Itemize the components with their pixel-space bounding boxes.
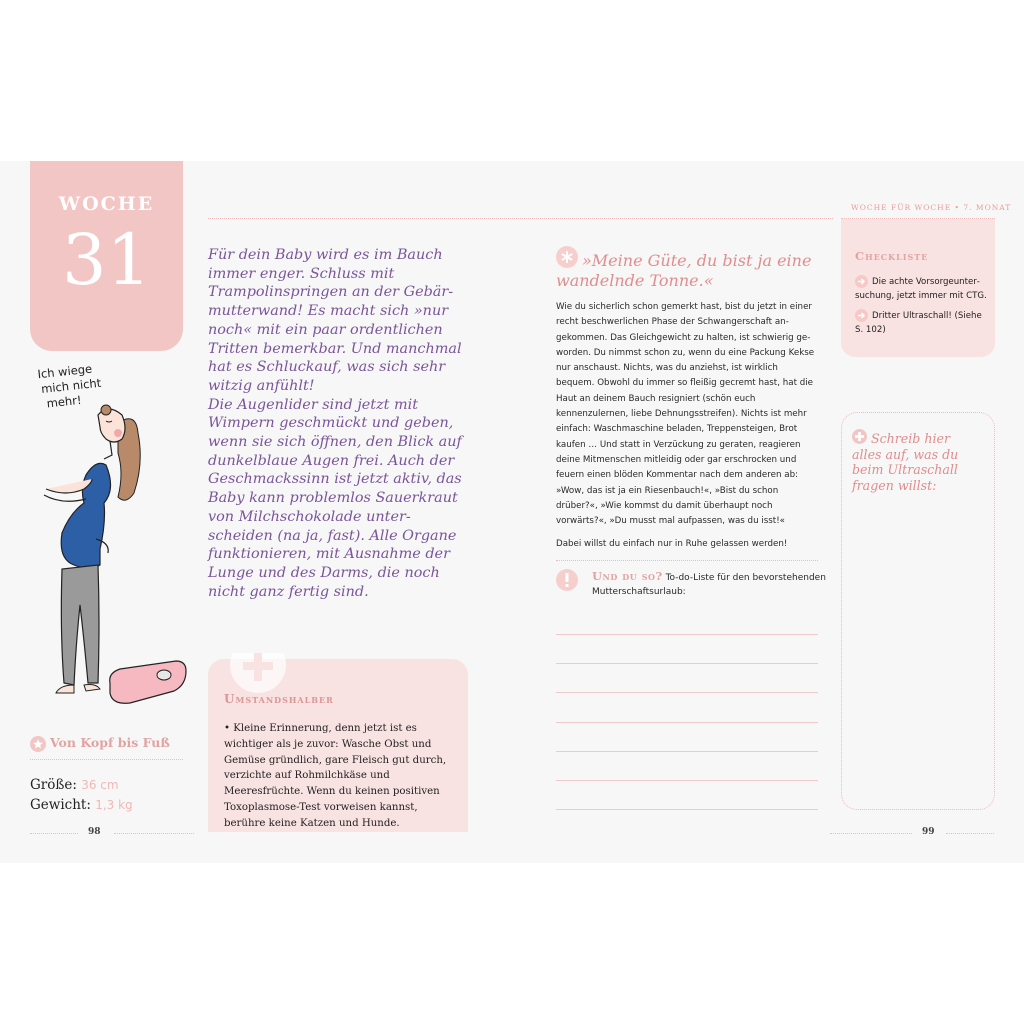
plus-icon (230, 653, 290, 693)
und-du-so-heading: Und du so? (592, 569, 663, 583)
und-divider (556, 560, 818, 561)
umstandshalber-text: • Kleine Erinnerung, denn jetzt ist es wichtiger als je zuvor: Wasche Obst und Gemüse gründlich, gare Fleisch gut durch, verzichte auf Rohmilchkäse und Meeresfrüchte. Wenn du keinen positiven Toxoplasmose-Test vorweisen kannst, berühre keine Katzen und Hunde. (224, 723, 447, 829)
checklist-item-text: Die achte Vorsorgeuntersuchung, jetzt immer mit CTG. (855, 277, 987, 301)
checklist-item (855, 309, 991, 337)
size-row (30, 777, 119, 793)
write-line[interactable] (556, 663, 818, 664)
speech-line: Ich wiege (36, 361, 93, 382)
write-line[interactable] (556, 692, 818, 693)
footer-divider (114, 833, 194, 834)
arrow-right-icon (855, 275, 868, 288)
size-value: 36 cm (81, 778, 119, 792)
quote-paragraph: Dabei willst du einfach nur in Ruhe gelassen werden! (556, 539, 788, 550)
page-number-left: 98 (88, 827, 101, 837)
write-line[interactable] (556, 751, 818, 752)
write-line[interactable] (556, 809, 818, 810)
notes-box[interactable] (841, 412, 995, 810)
footer-divider (946, 833, 994, 834)
quote-paragraph: Wie du sicherlich schon gemerkt hast, bist du jetzt in einer recht beschwerlichen Phase der Schwangerschaft angekommen. Das Gleichgewicht zu halten, ist schwierig geworden. Du nimmst schon zu, wenn du eine Packung Kekse nur anschaust. Nichts, was du anziehst, ist wirklich bequem. Obwohl du immer so fleißig gecremt hast, hat die Haut an deinem Bauch resigniert (schön euch kennenzulernen, liebe Dehnungsstreifen). Nichts ist mehr einfach: Waschmaschine beladen, Treppensteigen, Brot kaufen … Und statt in Verzückung zu geraten, reagieren deine Mitmenschen mitleidig oder gar erschrocken und feuern einen blöden Kommentar nach dem anderen ab: »Wow, das ist ja ein Riesenbauch!«, »Bist du schon drüber?«, »Wie kommst du damit überhaupt noch vorwärts?«, »Du musst mal aufpassen, was du isst!« (556, 302, 815, 527)
notes-prompt-text: Schreib hier alles auf, was du beim Ultraschall fragen willst: (852, 431, 959, 493)
kopf-bis-fuss-heading (30, 735, 170, 752)
arrow-right-icon (855, 309, 868, 322)
quote-body (556, 300, 818, 561)
weight-row (30, 797, 133, 813)
exclamation-icon (556, 569, 578, 591)
header-divider (208, 218, 833, 219)
footer-divider (30, 833, 78, 834)
footer-divider (830, 833, 912, 834)
umstandshalber-box (208, 659, 468, 832)
intro-paragraph: Die Augenlider sind jetzt mit Wimpern geschmückt und geben, wenn sie sich öffnen, den Blick auf dunkelblaue Augen frei. Auch der Geschmackssinn ist jetzt aktiv, das Baby kann problemlos Sauerkraut von Milchschokolade unterscheiden (na ja, fast). Alle Organe funktionieren, mit Ausnahme der Lunge und des Darms, die noch nicht ganz fertig sind. (208, 396, 462, 600)
speech-line: mehr! (45, 392, 83, 411)
checklist-heading: Checkliste (855, 249, 929, 263)
running-header: WOCHE FÜR WOCHE • 7. MONAT (851, 203, 1012, 212)
week-tab (30, 161, 183, 351)
week-label: WOCHE (58, 193, 155, 215)
notes-prompt (852, 429, 982, 493)
umstandshalber-heading: Umstandshalber (224, 692, 334, 706)
asterisk-icon (556, 246, 578, 268)
und-du-so-block (556, 569, 826, 599)
star-icon (30, 736, 46, 752)
kopf-divider (30, 759, 183, 760)
checklist-item-text: Dritter Ultraschall! (Siehe S. 102) (855, 311, 982, 335)
page-number-right: 99 (922, 827, 935, 837)
checklist-item (855, 275, 991, 303)
intro-paragraph: Für dein Baby wird es im Bauch immer enger. Schluss mit Trampolinspringen an der Gebärmutterwand! Es macht sich »nur noch« mit ein paar ordentlichen Tritten bemerkbar. Und manchmal hat es Schluckauf, was sich sehr witzig anfühlt! (208, 247, 462, 394)
book-spread (0, 161, 1024, 863)
speech-line: mich nicht (40, 375, 102, 396)
weight-value: 1,3 kg (95, 798, 133, 812)
pregnant-woman-illustration (26, 393, 196, 713)
und-du-so-text: To-do-Liste für den bevorstehenden Mutterschaftsurlaub: (592, 573, 826, 597)
write-line[interactable] (556, 634, 818, 635)
week-number: 31 (61, 219, 152, 301)
plus-circle-icon (852, 429, 867, 444)
quote-title-text: »Meine Güte, du bist ja eine wandelnde Tonne.« (556, 251, 812, 290)
weight-label: Gewicht: (30, 797, 91, 813)
intro-text (208, 246, 470, 601)
write-line[interactable] (556, 780, 818, 781)
quote-title (556, 246, 816, 291)
checklist-box (841, 219, 995, 357)
size-label: Größe: (30, 777, 77, 793)
kopf-bis-fuss-label: Von Kopf bis Fuß (50, 735, 170, 750)
write-line[interactable] (556, 722, 818, 723)
